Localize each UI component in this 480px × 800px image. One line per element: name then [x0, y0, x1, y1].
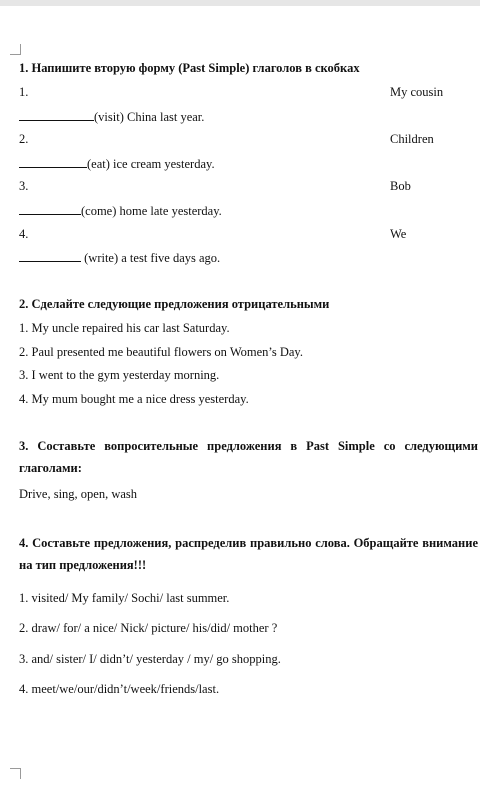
task1-item3-sentence — [19, 202, 222, 219]
task3-title: 3. Составьте вопросительные предложения в Past Simple со следующими глаголами: — [19, 439, 478, 475]
task4-item-4: 4. meet/we/our/didn’t/week/friends/last. — [19, 682, 220, 696]
task4-item-1: 1. visited/ My family/ Sochi/ last summer. — [19, 591, 230, 605]
task4-item-2: 2. draw/ for/ a nice/ Nick/ picture/ his/did/ mother ? — [19, 621, 278, 635]
task1-item2-subject: Children — [390, 132, 434, 146]
task1-item1-sentence — [19, 108, 204, 125]
task1-item3-subject: Bob — [390, 179, 411, 193]
task2-item-3: 3. I went to the gym yesterday morning. — [19, 368, 220, 382]
task3-verbs: Drive, sing, open, wash — [19, 487, 138, 501]
task1-item4-rest: (write) a test five days ago. — [81, 251, 221, 265]
task1-title: 1. Напишите вторую форму (Past Simple) глаголов в скобках — [19, 61, 360, 75]
task1-item1-subject: My cousin — [390, 85, 444, 99]
task2-item-2: 2. Paul presented me beautiful flowers on Women’s Day. — [19, 345, 303, 359]
task1-item2-rest: (eat) ice cream yesterday. — [87, 157, 215, 171]
task1-item4-sentence — [19, 249, 220, 266]
task2-item-1: 1. My uncle repaired his car last Saturday. — [19, 321, 230, 335]
task1-item2-number: 2. — [19, 132, 29, 146]
answer-blank[interactable] — [19, 155, 87, 168]
task1-item4-subject: We — [390, 227, 407, 241]
document-page — [0, 6, 480, 800]
answer-blank[interactable] — [19, 202, 81, 215]
task1-item4-number: 4. — [19, 227, 29, 241]
task2-title: 2. Сделайте следующие предложения отрицательными — [19, 297, 330, 311]
answer-blank[interactable] — [19, 108, 94, 121]
task4-item-3: 3. and/ sister/ I/ didn’t/ yesterday / my/ go shopping. — [19, 652, 281, 666]
task4-title: 4. Составьте предложения, распределив правильно слова. Обращайте внимание на тип предложения!!! — [19, 536, 478, 572]
task1-item3-number: 3. — [19, 179, 29, 193]
answer-blank[interactable] — [19, 249, 81, 262]
page-corner-mark-top — [10, 44, 21, 55]
page-corner-mark-bottom — [10, 768, 21, 779]
task1-item1-rest: (visit) China last year. — [94, 110, 205, 124]
task1-item3-rest: (come) home late yesterday. — [81, 204, 222, 218]
task1-item2-sentence — [19, 155, 215, 172]
task2-item-4: 4. My mum bought me a nice dress yesterday. — [19, 392, 249, 406]
task1-item1-number: 1. — [19, 85, 29, 99]
